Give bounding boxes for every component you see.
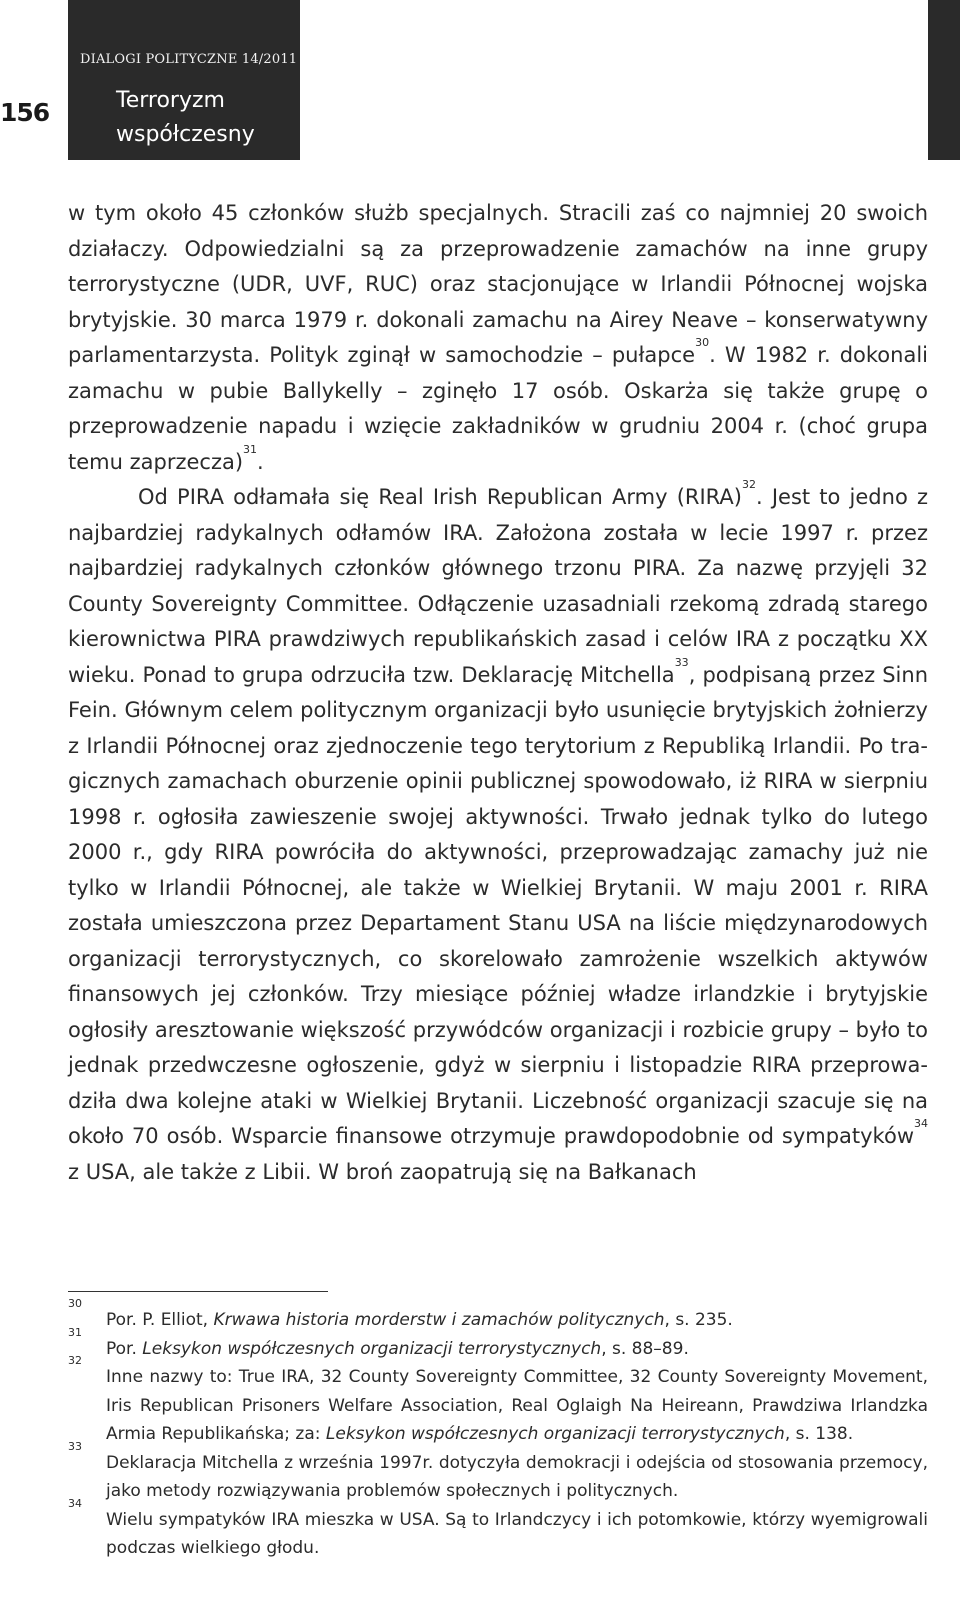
footnote-number: 30	[68, 1297, 82, 1310]
running-header	[68, 0, 300, 160]
text-run: z USA, ale także z Libii. W broń zaopatrują się na Bałkanach	[68, 1159, 697, 1184]
footnote-number: 31	[68, 1325, 82, 1339]
text-run: .	[257, 449, 264, 474]
page-number: 156	[0, 98, 50, 127]
footnote-text: , s. 88–89.	[601, 1338, 689, 1359]
footnote-text: Por. P. Elliot,	[106, 1310, 214, 1330]
body-text	[68, 196, 928, 1190]
paragraph-1	[68, 196, 928, 480]
text-run: . W 1982 r. dokonali zamachu w pubie Ballykelly – zginęło 17 osób. Oskarża się także grupę o przeprowadzenie napadu i wzięcie zakładników w grudniu 2004 r. (choć grupa temu zaprzecza)	[68, 343, 928, 474]
footnote-title: Leksykon współczesnych organizacji terrorystycznych	[325, 1424, 785, 1444]
footnote-title: Leksykon współczesnych organizacji terrorystycznych	[142, 1338, 602, 1359]
footnote-separator	[68, 1291, 328, 1292]
text-run: Od PIRA odłamała się Real Irish Republican Army (RIRA)	[138, 485, 742, 509]
footnote-33	[68, 1439, 928, 1506]
journal-title: DIALOGI POLITYCZNE 14/2011	[80, 52, 298, 67]
footnote-ref-30: 30	[695, 336, 710, 349]
footnote-ref-33: 33	[674, 655, 689, 669]
footnote-text: Deklaracja Mitchella z września 1997r. dotyczyła demokracji i odejścia od stosowania przemocy, jako metody rozwiązywania problemów społecznych i politycznych.	[106, 1452, 928, 1501]
text-run: , podpisaną przez Sinn Fein. Głównym celem politycznym organizacji było usunięcie brytyjskich żołnierzy z Irlandii Północnej oraz zjednoczenie tego terytorium z Republiką Irlandii. Po tragicznych zamachach oburzenie opinii publicznej spowodowało, iż RIRA w sierpniu 1998 r. ogłosiła zawieszenie swojej aktywności. Trwało jednak tylko do lutego 2000 r., gdy RIRA powróciła do aktywności, przeprowadzając zamachy już nie tylko w Irlandii Północnej, ale także w Wielkiej Brytanii. W maju 2001 r. RIRA została umieszczona przez Departament Stanu USA na liście międzynarodowych organizacji terrorystycznych, co skorelowało zamrożenie wszelkich aktywów finansowych jej członków. Trzy miesiące później władze irlandzkie i brytyjskie ogłosiły aresztowanie większość przywódców organizacji i rozbicie grupy – było to jednak przedwczesne ogłoszenie, gdyż w sierpniu i listopadzie RIRA przeprowadziła dwa kolejne ataki w Wielkiej Brytanii. Liczebność organizacji szacuje się na około 70 osób. Wsparcie finansowe otrzymuje prawdopodobnie od sympatyków	[68, 662, 929, 1148]
footnote-ref-31: 31	[243, 442, 258, 456]
footnote-31	[68, 1325, 928, 1367]
footnote-number: 33	[68, 1439, 82, 1453]
paragraph-2	[68, 480, 928, 1190]
footnote-title: Krwawa historia morderstw i zamachów politycznych	[213, 1310, 665, 1330]
footnote-34	[68, 1496, 928, 1563]
footnote-30	[68, 1297, 928, 1335]
footnote-number: 32	[68, 1354, 82, 1367]
footnote-text: Inne nazwy to: True IRA, 32 County Sovereignty Committee, 32 County Sovereignty Movement, Iris Republican Prisoners Welfare Association, Real Oglaigh Na Heireann, Prawdziwa Irlandzka Armia Republikańska; za:	[106, 1367, 928, 1444]
footnote-32	[68, 1354, 928, 1449]
footnote-text: Por.	[106, 1338, 143, 1359]
footnote-ref-32: 32	[741, 478, 756, 491]
section-title: Terroryzm współczesny	[116, 88, 255, 147]
footnote-ref-34: 34	[914, 1117, 928, 1130]
footnote-text: , s. 235.	[664, 1310, 733, 1330]
footnotes	[68, 1297, 928, 1563]
footnote-number: 34	[68, 1496, 82, 1510]
text-run: . Jest to jedno z najbardziej radykalnych odłamów IRA. Założona została w lecie 1997 r. przez najbardziej radykalnych członków głównego trzonu PIRA. Za nazwę przyjęli 32 County Sovereignty Committee. Odłączenie uzasadniali rzekomą zdradą starego kierownictwa PIRA prawdziwych republikańskich zasad i celów IRA z początku XX wieku. Ponad to grupa odrzuciła tzw. Deklarację Mitchella	[68, 485, 928, 687]
footnote-text: Wielu sympatyków IRA mieszka w USA. Są to Irlandczycy i ich potomkowie, którzy wyemigrowali podczas wielkiego głodu.	[106, 1509, 928, 1558]
corner-tab	[928, 0, 960, 160]
footnote-text: , s. 138.	[784, 1424, 854, 1444]
text-run: w tym około 45 członków służb specjalnych. Stracili zaś co najmniej 20 swoich działaczy. Odpowiedzialni są za przeprowadzenie zamachów na inne grupy terrorystyczne (UDR, UVF, RUC) oraz stacjonujące w Irlandii Północnej wojska brytyjskie. 30 marca 1979 r. dokonali zamachu na Airey Neave – konserwatywny parlamentarzysta. Polityk zginął w samochodzie – pułapce	[68, 201, 928, 367]
